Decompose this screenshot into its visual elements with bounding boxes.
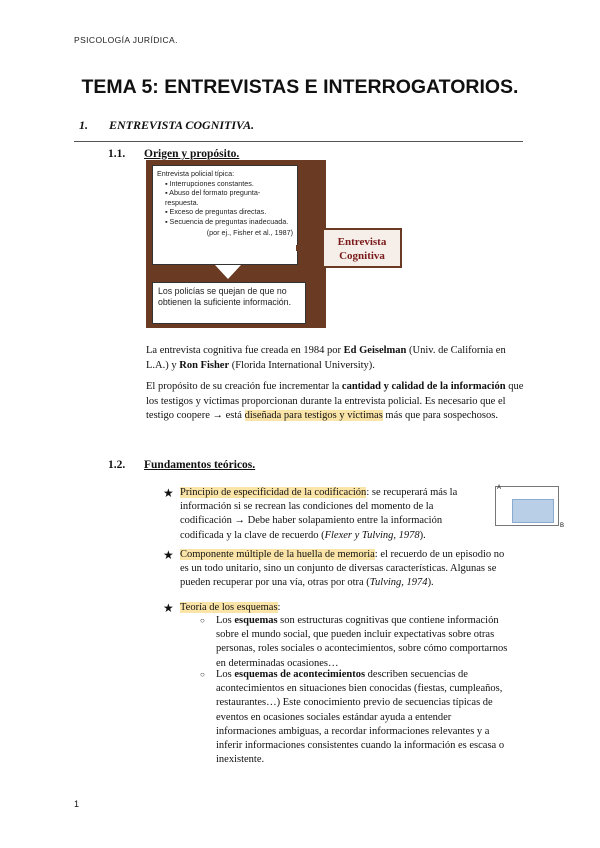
section-rule <box>74 141 523 142</box>
cog-line-2: Cognitiva <box>339 250 385 262</box>
page-title: TEMA 5: ENTREVISTAS E INTERROGATORIOS. <box>81 76 519 98</box>
circle-bullet-icon: ○ <box>200 616 205 625</box>
subsection-heading-1-2 <box>108 459 255 471</box>
sub-bullet-event-schemas: Los esquemas de acontecimientos describen secuencias de acontecimientos en situaciones bien conocidas (fiestas, cumpleaños, restaurantes…) Este conocimiento previo de secuencias típicas de eventos en ocasiones sociales estándar ayuda a entender informaciones ambiguas, a recordar informaciones relevantes y a inferir informaciones consistentes cuando la información es escasa o inexistente. <box>216 669 505 766</box>
diagram-list-item: ▪ Interrupciones constantes. <box>165 179 293 189</box>
subsection-number: 1.1. <box>108 148 126 160</box>
subsection-label: Origen y propósito. <box>144 148 240 160</box>
cognitive-interview-box <box>322 228 402 268</box>
right-arrow-icon <box>306 238 322 258</box>
paragraph-origin: La entrevista cognitiva fue creada en 1984 por Ed Geiselman (Univ. de California en L.A.) y Ron Fisher (Florida International University). <box>146 345 506 371</box>
subsection-number: 1.2. <box>108 459 126 471</box>
diagram-list-item: ▪ Secuencia de preguntas inadecuada. <box>165 217 293 227</box>
diagram-image <box>146 160 326 328</box>
section-heading-1 <box>79 118 254 133</box>
overlap-rect <box>512 499 554 523</box>
section-number: 1. <box>79 118 88 132</box>
sub-bullet-schemas: Los esquemas son estructuras cognitivas que contiene información sobre el mundo social, que pueden incluir expectativas sobre otras personas, roles sociales o acontecimientos, sobre cómo comportarnos en determinadas ocasiones… <box>216 615 508 669</box>
page-number: 1 <box>74 799 80 809</box>
diagram-list-item: ▪ Exceso de preguntas directas. <box>165 207 293 217</box>
star-bullet-icon: ★ <box>163 601 174 615</box>
venn-label-a: A <box>497 485 502 491</box>
star-bullet-icon: ★ <box>163 548 174 562</box>
cog-line-1: Entrevista <box>337 236 387 248</box>
diagram-box-title: Entrevista policial típica: <box>157 169 235 178</box>
diagram-list-item: ▪ Abuso del formato pregunta-respuesta. <box>165 188 293 207</box>
venn-label-b: B <box>559 523 564 529</box>
diagram-list <box>157 179 293 227</box>
bullet-encoding-specificity: Principio de especificidad de la codificación: se recuperará más la información si se recrean las condiciones del momento de la codificación → Debe haber solapamiento entre la información codificada y la clave de recuerdo (Flexer y Tulving, 1978). <box>180 487 458 541</box>
subsection-heading-1-1 <box>108 148 239 160</box>
overlap-diagram <box>495 485 564 529</box>
bullet-schema-theory: Teoría de los esquemas: <box>180 602 281 613</box>
section-label: ENTREVISTA COGNITIVA. <box>109 118 255 132</box>
circle-bullet-icon: ○ <box>200 670 205 679</box>
bullet-memory-trace: Componente múltiple de la huella de memoria: el recuerdo de un episodio no es un todo unitario, sino un conjunto de diversas características. Algunas se pueden recuperar por una vía, otras por otra (Tulving, 1974). <box>180 549 505 589</box>
down-arrow-icon <box>215 265 241 279</box>
paragraph-purpose: El propósito de su creación fue incrementar la cantidad y calidad de la información que los testigos y víctimas proporcionan durante la entrevista policial. Es necesario que el testigo coopere → está diseñada para testigos y víctimas más que para sospechosos. <box>146 381 524 421</box>
diagram-typical-interview-box <box>152 165 298 265</box>
subsection-label: Fundamentos teóricos. <box>144 459 256 471</box>
diagram-complaint-box: Los policías se quejan de que no obtienen la suficiente información. <box>152 282 306 324</box>
star-bullet-icon: ★ <box>163 486 174 500</box>
diagram-citation: (por ej., Fisher et al., 1987) <box>206 227 293 237</box>
running-header: PSICOLOGÍA JURÍDICA. <box>74 35 178 45</box>
